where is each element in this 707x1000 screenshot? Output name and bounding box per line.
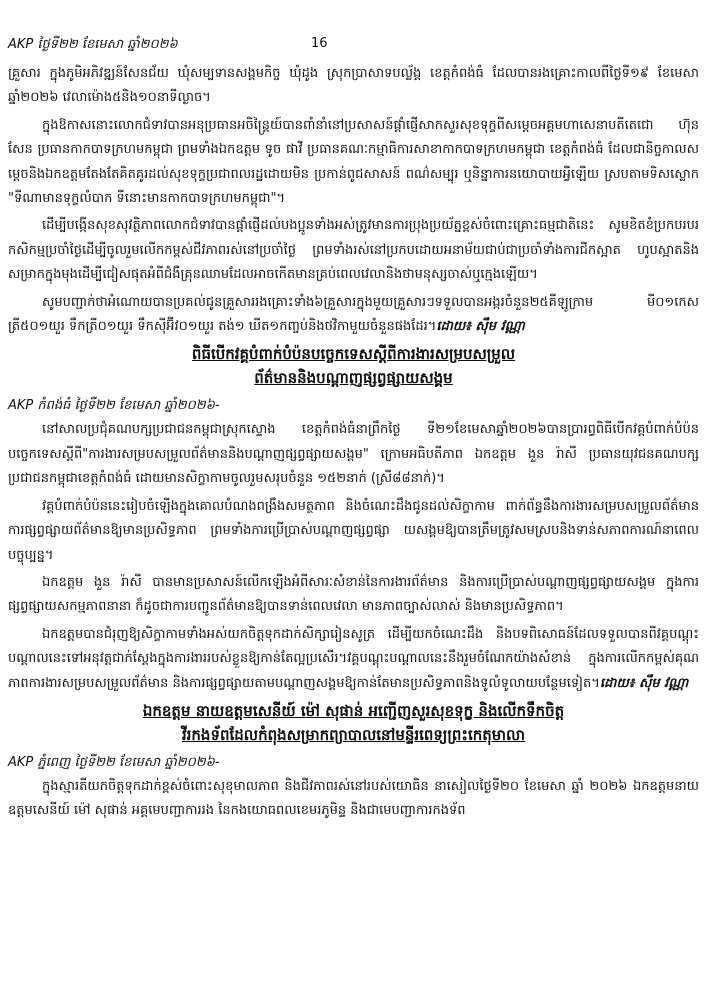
article-title xyxy=(8,699,699,747)
paragraph-text: សូមបញ្ជាក់ថាអំណោយបានប្រគល់ជូនគ្រួសាររងគ្រោះទាំង៦គ្រួសារក្នុងមួយគ្រួសារៗទទួលបានអង្ករចំនួន២៥គីឡូក្រាម មី០១កេស ត្រី៥០១យួរ ទឹកត្រី០១យួរ ទឹកស៊ីអ៊ីវ០១យួរ តង់១ ឃីត១កញ្ចប់និងថវិកាមួយចំនួនផងដែរ។ xyxy=(8,294,699,335)
article-title-line-2: វីរកងទ័ពដែលកំពុងសម្រាកព្យាបាលនៅមន្ទីរពេទ្យព្រះកេតុមាលា xyxy=(181,725,526,744)
page-header xyxy=(8,36,699,56)
paragraph xyxy=(8,291,699,340)
paragraph-text: ឯកឧត្តមបានជំរុញឱ្យសិក្ខាកាមទាំងអស់យកចិត្តទុកដាក់សិក្សារៀនសូត្រ ដើម្បីយកចំណេះដឹង និងបទពិសោធន៍ដែលទទួលបានពីវគ្គបណ្តុះបណ្តាលនេះទៅអនុវត្តជាក់ស្តែងក្នុងការងាររបស់ខ្លួនឱ្យកាន់តែល្អប្រសើរ។វគ្គបណ្តុះបណ្តាលនេះនឹងរួមចំណែកយ៉ាងសំខាន់ ក្នុងការលើកកម្ពស់គុណភាពការងារសម្របសម្រួលព័ត៌មាន និងការផ្សព្វផ្សាយតាមបណ្តាញសង្គមឱ្យកាន់តែមានប្រសិទ្ធភាពនិងទូលំទូលាយបន្ថែមទៀត។ xyxy=(8,626,699,691)
paragraph xyxy=(8,623,699,696)
paragraph: នៅសាលប្រជុំគណបក្សប្រជាជនកម្ពុជាស្រុកស្ទោង ខេត្តកំពង់ធំនាព្រឹកថ្ងៃ ទី២១ខែមេសាឆ្នាំ២០២៦បានប្រារព្ធពិធីបើកវគ្គបំពាក់បំប៉នបច្ចេកទេសស្តីពី"ការងារសម្របសម្រួលព័ត៌មាននិងបណ្តាញផ្សព្វផ្សាយសង្គម" ក្រោមអធិបតីភាព ឯកឧត្តម ងួន រ៉ាសី ប្រធានយុវជនគណបក្សប្រជាជនកម្ពុជាខេត្តកំពង់ធំ ដោយមានសិក្ខាកាមចូលរួមសរុបចំនួន ១៥២នាក់ (ស្រី៨៨នាក់)។ xyxy=(8,422,699,487)
article-media-training xyxy=(8,342,699,695)
paragraph: ក្នុងស្មារតីយកចិត្តទុកដាក់ខ្ពស់ចំពោះសុខុមាលភាព និងជីវភាពរស់នៅរបស់យោធិន នាសៀលថ្ងៃទី២០ ខែមេសា ឆ្នាំ ២០២៦ ឯកឧត្តមនាយឧត្តមសេនីយ៍ ម៉ៅ សុផាន់ អគ្គមេបញ្ជាការរង នៃកងយោធពលខេមរភូមិន្ទ និងជាមេបញ្ជាការកងទ័ព xyxy=(8,778,699,819)
paragraph: វគ្គបំពាក់បំប៉ននេះរៀបចំឡើងក្នុងគោលបំណងពង្រឹងសមត្ថភាព និងចំណេះដឹងជូនដល់សិក្ខាកាម ពាក់ព័ន្ធនឹងការងារសម្របសម្រួលព័ត៌មាន ការផ្សព្វផ្សាយព័ត៌មានឱ្យមានប្រសិទ្ធភាព ព្រមទាំងការប្រើប្រាស់បណ្តាញផ្សព្វផ្សា យសង្គមឱ្យបានត្រឹមត្រូវសមស្របនិងទាន់សភាពការណ៍នាពេលបច្ចុប្បន្ន។ xyxy=(8,498,699,563)
page-number: 16 xyxy=(311,36,328,51)
article-relief-aid xyxy=(8,62,699,339)
paragraph: ដើម្បីបង្កើនសុខសុវត្ថិភាពលោកជំទាវបានផ្តាំផ្ញើដល់បងប្អូនទាំងអស់ត្រូវមានការប្រុងប្រយ័ត្នខ្ពស់ចំពោះគ្រោះធម្មជាតិនេះ សូមខិតខំប្រកបរបរកសិកម្មប្រចាំថ្ងៃដើម្បីចូលរួមលើកកម្ពស់ជីវភាពរស់នៅប្រចាំថ្ងៃ ព្រមទាំងរស់នៅប្រកបដោយអនាម័យជាប់ជាប្រចាំទាំងការជីកស្អាត ហូបស្អាតនិងសម្រាកក្នុងមុងដើម្បីជៀសផុតអំពីជំងឺគ្រុនឈាមដែលអាចកើតមានគ្រប់ពេលវេលានិងថាមនុស្សចាស់ឬក្មេងឡើយ។ xyxy=(8,218,699,283)
article-title-line-1: ពិធីបើកវគ្គបំពាក់បំប៉នបច្ចេកទេសស្តីពីការងារសម្របសម្រួល xyxy=(191,345,516,364)
byline: ដោយ៖ ស៊ឹម វណ្ណា xyxy=(599,675,689,691)
dateline: AKP កំពង់ធំ ថ្ងៃទី២២ ខែមេសា ឆ្នាំ២០២៦- xyxy=(8,398,220,414)
article-title-line-2: ព័ត៌មាននិងបណ្តាញផ្សព្វផ្សាយសង្គម xyxy=(254,369,453,388)
dateline: AKP ភ្នំពេញ ថ្ងៃទី២២ ខែមេសា ឆ្នាំ២០២៦- xyxy=(8,754,220,770)
document-body xyxy=(8,62,699,827)
byline: ដោយ៖ ស៊ឹម វណ្ណា xyxy=(436,319,525,335)
paragraph: ឯកឧត្តម ងួន រ៉ាសី បានមានប្រសាសន៍លើកឡើងអំពីសារៈសំខាន់នៃការងារព័ត៌មាន និងការប្រើប្រាស់បណ្តាញផ្សព្វផ្សាយសង្គម ក្នុងការផ្សព្វផ្សាយសកម្មភាពនានា ក៏ដូចជាការបញ្ជូនព័ត៌មានឱ្យបានទាន់ពេលវេលា មានភាពច្បាស់លាស់ និងមានប្រសិទ្ធភាព។ xyxy=(8,574,699,615)
paragraph: ក្នុងឱកាសនោះលោកជំទាវបានអនុប្រធានអចិន្ត្រៃយ៍បានពាំនាំនៅប្រសាសន៍ផ្តាំផ្ញើសាកសួរសុខទុក្ខពីសម្តេចអគ្គមហាសេនាបតីតេជោ ហ៊ុន សែន ប្រធានកាកបាទក្រហមកម្ពុជា ព្រមទាំងឯកឧត្តម ទូច ផាវី ប្រធានគណៈកម្មាធិការសាខាកាកបាទក្រហមកម្ពុជា ខេត្តកំពង់ធំ ដែលជានិច្ចកាលសម្តេចនិងឯកឧត្តមតែងតែគិតគូរដល់សុខទុក្ខប្រជាពលរដ្ឋដោយមិន ប្រកាន់ពូជសាសន៍ ពណ៌សម្បុរ ឬនិន្នាការនយោបាយអ្វីឡើយ ស្របតាមទិសស្លោក "ទីណាមានទុក្ខលំបាក ទីនោះមានកាកបាទក្រហមកម្ពុជា"។ xyxy=(8,117,699,207)
article-title xyxy=(8,342,699,390)
paragraph: គ្រួសារ ក្នុងភូមិអភិវឌ្ឍន៍សែនជ័យ ឃុំសម្បទានសង្គមកិច្ច ឃុំដូង ស្រុកប្រាសាទបល្ល័ង្គ ខេត្តកំពង់ធំ ដែលបានរងគ្រោះកាលពីថ្ងៃទី១៩ ខែមេសាឆ្នាំ២០២៦ វេលាម៉ោង៥និង១០នាទីល្ងាច។ xyxy=(8,66,699,106)
article-soldier-visit xyxy=(8,699,699,824)
article-title-line-1: ឯកឧត្តម នាយឧត្តមសេនីយ៍ ម៉ៅ សុផាន់ អញ្ជើញសួរសុខទុក្ខ និងលើកទឹកចិត្ត xyxy=(142,701,565,720)
header-date: AKP ថ្ងៃទី២២ ខែមេសា ឆ្នាំ២០២៦ xyxy=(8,37,178,52)
